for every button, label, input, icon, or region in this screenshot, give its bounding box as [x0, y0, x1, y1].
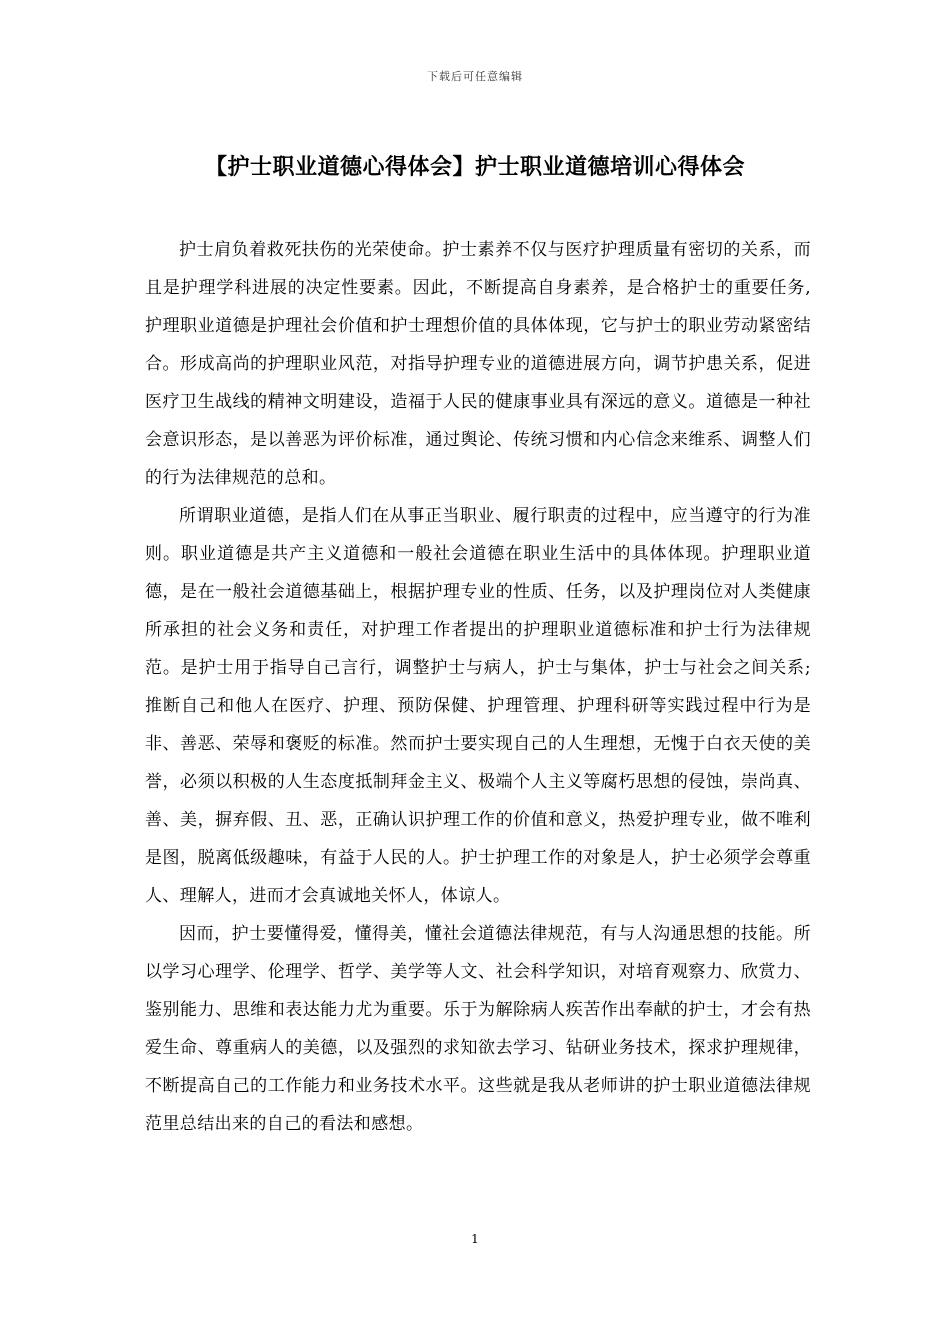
paragraph: 护士肩负着救死扶伤的光荣使命。护士素养不仅与医疗护理质量有密切的关系，而且是护理学科进展的决定性要素。因此，不断提高自身素养，是合格护士的重要任务,护理职业道德是护理社会价值和护士理想价值的具体体现，它与护士的职业劳动紧密结合。形成高尚的护理职业风范，对指导护理专业的道德进展方向，调节护患关系，促进医疗卫生战线的精神文明建设，造福于人民的健康事业具有深远的意义。道德是一种社会意识形态，是以善恶为评价标准，通过舆论、传统习惯和内心信念来维系、调整人们的行为法律规范的总和。	[145, 240, 811, 488]
body-text	[145, 231, 811, 1143]
page-number: 1	[471, 1232, 479, 1246]
paragraph: 所谓职业道德，是指人们在从事正当职业、履行职责的过程中，应当遵守的行为准则。职业道德是共产主义道德和一般社会道德在职业生活中的具体体现。护理职业道德，是在一般社会道德基础上，根据护理专业的性质、任务，以及护理岗位对人类健康所承担的社会义务和责任，对护理工作者提出的护理职业道德标准和护士行为法律规范。是护士用于指导自己言行，调整护士与病人，护士与集体，护士与社会之间关系;推断自己和他人在医疗、护理、预防保健、护理管理、护理科研等实践过程中行为是非、善恶、荣辱和褒贬的标准。然而护士要实现自己的人生理想，无愧于白衣天使的美誉，必须以积极的人生态度抵制拜金主义、极端个人主义等腐朽思想的侵蚀，崇尚真、善、美，摒弃假、丑、恶，正确认识护理工作的价值和意义，热爱护理专业，做不唯利是图，脱离低级趣味，有益于人民的人。护士护理工作的对象是人，护士必须学会尊重人、理解人，进而才会真诚地关怀人，体谅人。	[145, 506, 811, 906]
paragraph: 因而，护士要懂得爱，懂得美，懂社会道德法律规范，有与人沟通思想的技能。所以学习心理学、伦理学、哲学、美学等人文、社会科学知识，对培育观察力、欣赏力、鉴别能力、思维和表达能力尤为重要。乐于为解除病人疾苦作出奉献的护士，才会有热爱生命、尊重病人的美德，以及强烈的求知欲去学习、钻研业务技术，探求护理规律，不断提高自己的工作能力和业务技术水平。这些就是我从老师讲的护士职业道德法律规范里总结出来的自己的看法和感想。	[145, 924, 811, 1134]
header-note: 下载后可任意编辑	[427, 70, 523, 83]
document-title: 【护士职业道德心得体会】护士职业道德培训心得体会	[204, 155, 745, 180]
